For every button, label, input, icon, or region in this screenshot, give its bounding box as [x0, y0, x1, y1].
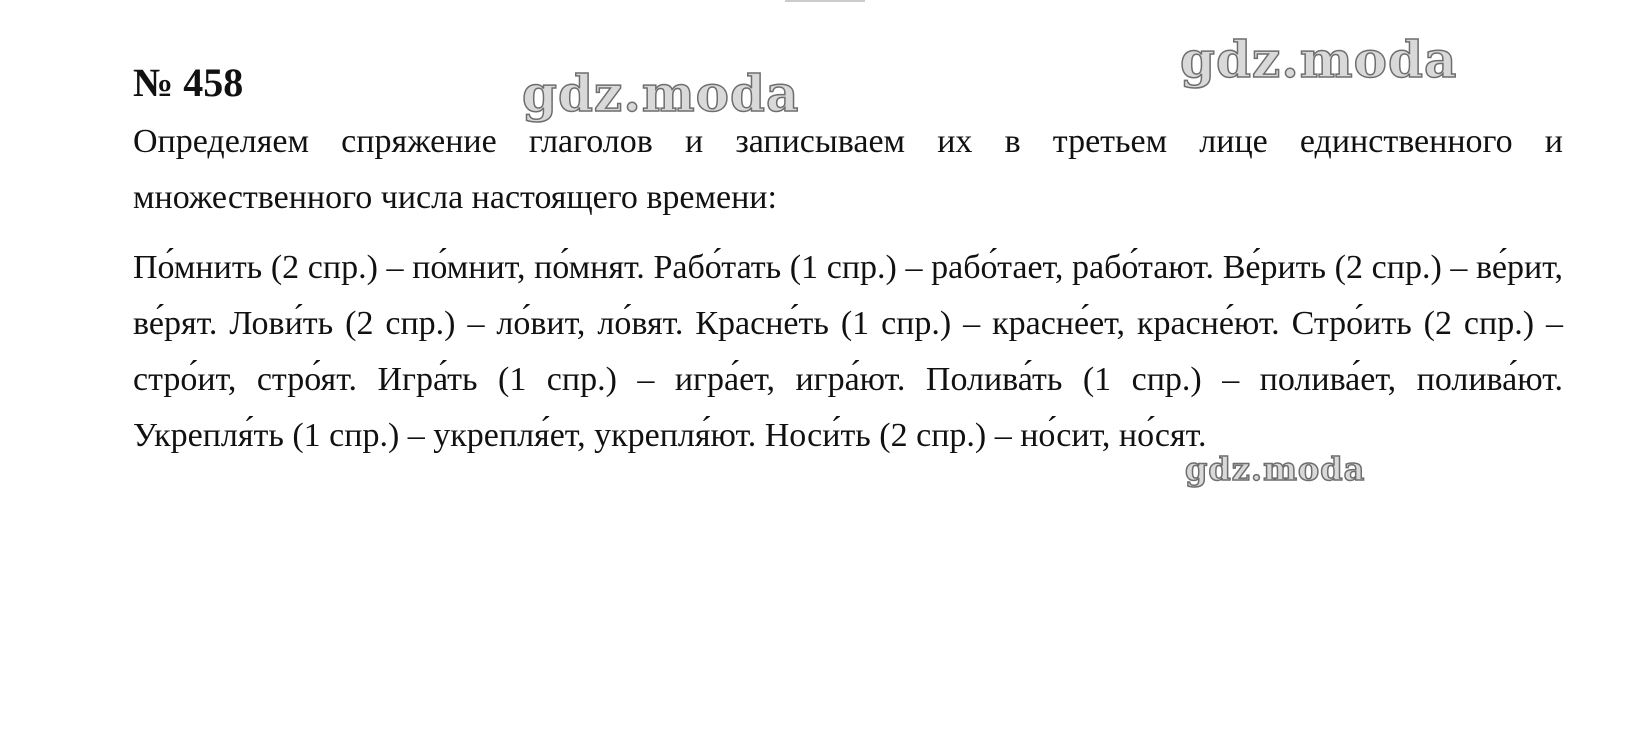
watermark-logo: gdz.moda: [522, 64, 800, 123]
answer-text: По́мнить (2 спр.) – по́мнит, по́мнят. Рабо́тать (1 спр.) – рабо́тает, рабо́тают. Ве́рить (2 спр.) – ве́рит, ве́рят. Лови́ть (2 спр.) – ло́вит, ло́вят. Красне́ть (1 спр.) – красне́ет, красне́ют. Стро́ить (2 спр.) – стро́ит, стро́ят. Игра́ть (1 спр.) – игра́ет, игра́ют. Полива́ть (1 спр.) – полива́ет, полива́ют. Укрепля́ть (1 спр.) – укрепля́ет, укрепля́ют. Носи́ть (2 спр.) – но́сит, но́сят.: [133, 249, 1563, 454]
watermark-logo: gdz.moda: [1185, 450, 1366, 488]
task-intro-text: Определяем спряжение глаголов и записываем их в третьем лице единственного и множественного числа настоящего времени:: [133, 123, 1563, 216]
task-number: № 458: [133, 60, 244, 105]
top-edge-mark: [785, 0, 865, 2]
watermark-logo: gdz.moda: [1180, 30, 1458, 89]
